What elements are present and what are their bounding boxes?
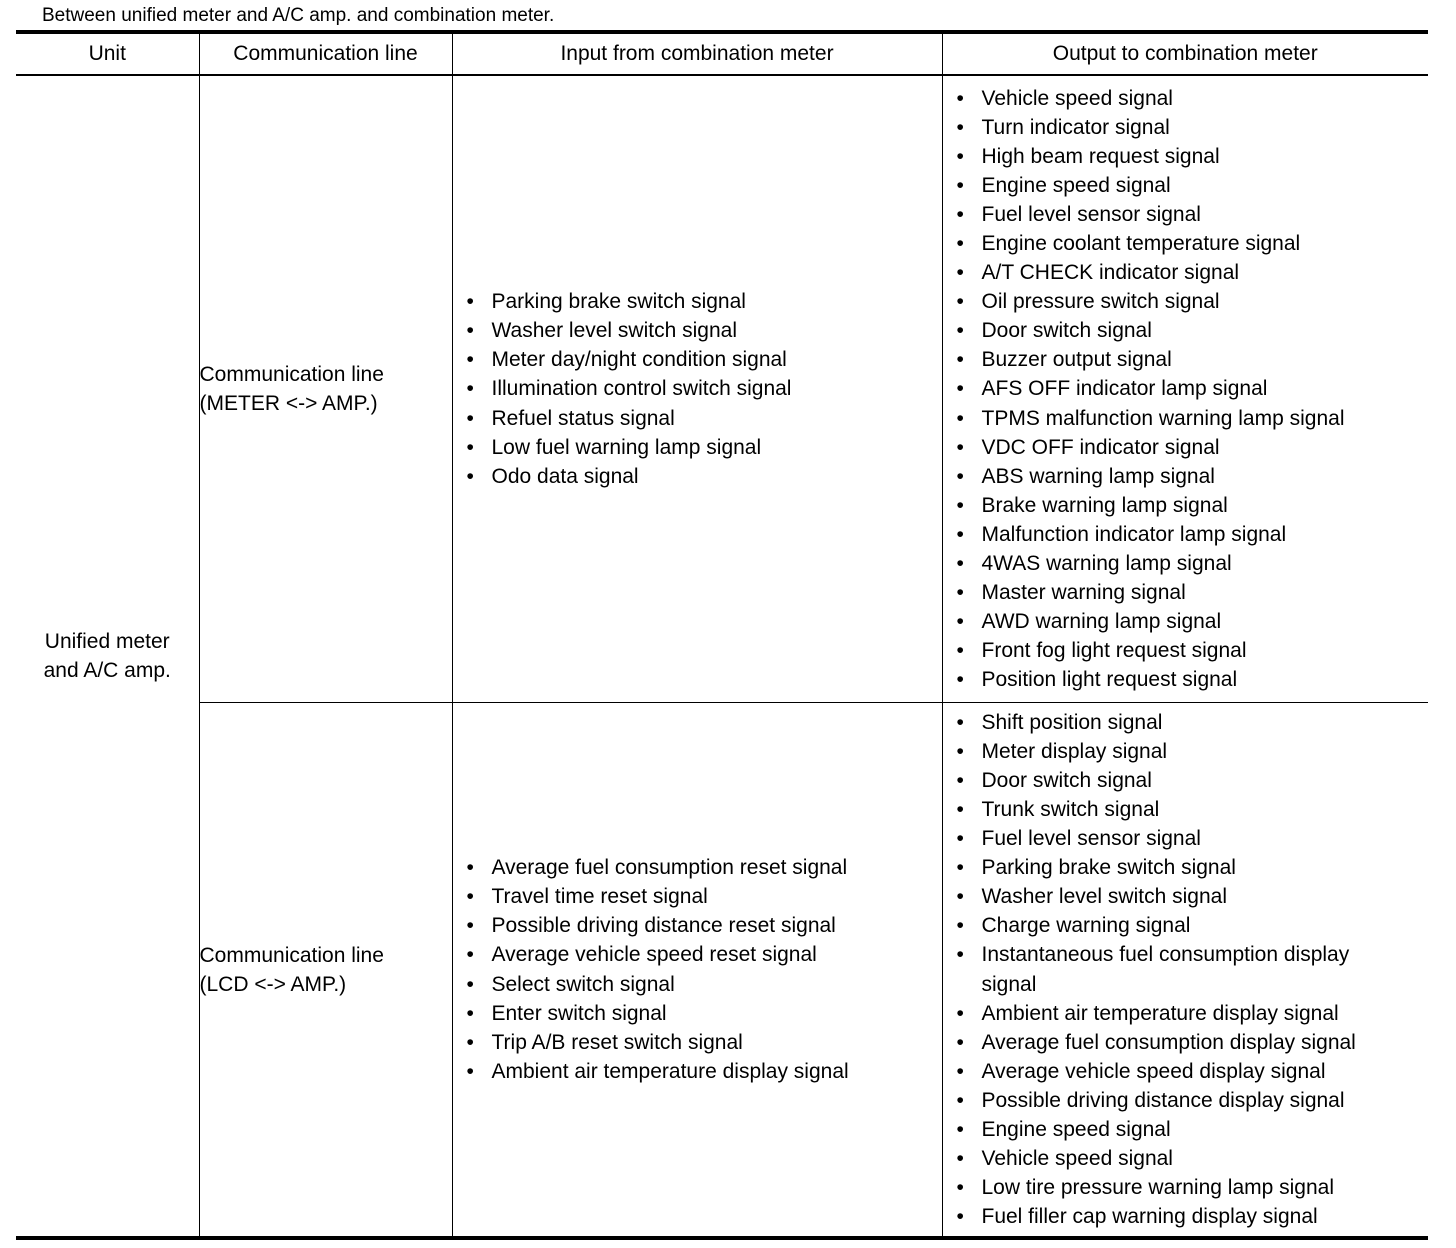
line-name: Communication line <box>199 363 384 386</box>
signal-item: • Engine speed signal <box>943 171 1429 200</box>
signal-item: • Engine speed signal <box>943 1115 1429 1144</box>
input-cell <box>452 75 942 703</box>
unit-cell <box>16 75 199 1238</box>
signal-item: • Average vehicle speed reset signal <box>453 940 942 969</box>
table-row <box>16 75 1428 703</box>
signal-item: • Washer level switch signal <box>943 882 1429 911</box>
signal-item: • Brake warning lamp signal <box>943 491 1429 520</box>
signal-item: • Vehicle speed signal <box>943 1144 1429 1173</box>
signal-item: • Washer level switch signal <box>453 316 942 345</box>
output-signal-list <box>943 708 1429 1232</box>
signal-item: • Enter switch signal <box>453 999 942 1028</box>
signal-item: • Possible driving distance display signal <box>943 1086 1429 1115</box>
signal-item: • Average vehicle speed display signal <box>943 1057 1429 1086</box>
signal-item: • Low fuel warning lamp signal <box>453 433 942 462</box>
signal-item: • Turn indicator signal <box>943 113 1429 142</box>
output-cell <box>942 703 1428 1239</box>
output-cell <box>942 75 1428 703</box>
signal-item: • Shift position signal <box>943 708 1429 737</box>
header-unit: Unit <box>16 32 199 75</box>
signal-item: • Front fog light request signal <box>943 636 1429 665</box>
line-name: Communication line <box>199 943 384 967</box>
signal-item: • Low tire pressure warning lamp signal <box>943 1173 1429 1202</box>
signal-item: • High beam request signal <box>943 142 1429 171</box>
signal-item: • 4WAS warning lamp signal <box>943 549 1429 578</box>
signal-item: • Charge warning signal <box>943 911 1429 940</box>
signal-item: • Fuel level sensor signal <box>943 824 1429 853</box>
line-path: (METER <-> AMP.) <box>199 392 378 415</box>
signal-item: • Malfunction indicator lamp signal <box>943 520 1429 549</box>
signal-item: • Odo data signal <box>453 462 942 491</box>
output-signal-list <box>943 84 1429 695</box>
signal-item: • Possible driving distance reset signal <box>453 911 942 940</box>
header-row <box>16 32 1428 75</box>
signal-item: • Master warning signal <box>943 578 1429 607</box>
input-signal-list <box>453 853 942 1086</box>
signal-item: • Illumination control switch signal <box>453 374 942 403</box>
signal-item: • TPMS malfunction warning lamp signal <box>943 404 1429 433</box>
signal-item: • Door switch signal <box>943 766 1429 795</box>
header-input: Input from combination meter <box>452 32 942 75</box>
table-caption: Between unified meter and A/C amp. and combination meter. <box>42 5 555 26</box>
signal-item: • Ambient air temperature display signal <box>943 999 1429 1028</box>
signal-item: • Parking brake switch signal <box>943 853 1429 882</box>
signal-item: • Buzzer output signal <box>943 345 1429 374</box>
signal-item: • Average fuel consumption display signal <box>943 1028 1429 1057</box>
signal-item: • Refuel status signal <box>453 404 942 433</box>
unit-line-2: and A/C amp. <box>43 659 171 682</box>
signal-item: • VDC OFF indicator signal <box>943 433 1429 462</box>
signal-item: • Fuel level sensor signal <box>943 200 1429 229</box>
signal-item: • AWD warning lamp signal <box>943 607 1429 636</box>
signal-item: • A/T CHECK indicator signal <box>943 258 1429 287</box>
header-communication-line: Communication line <box>199 32 452 75</box>
signal-item: • Average fuel consumption reset signal <box>453 853 942 882</box>
communication-line-cell <box>199 703 452 1239</box>
signal-item: • Instantaneous fuel consumption display signal <box>943 940 1429 998</box>
header-output: Output to combination meter <box>942 32 1428 75</box>
input-cell <box>452 703 942 1239</box>
signal-item: • Ambient air temperature display signal <box>453 1057 942 1086</box>
signal-item: • Trip A/B reset switch signal <box>453 1028 942 1057</box>
line-path: (LCD <-> AMP.) <box>199 972 347 996</box>
table-row <box>16 703 1428 1239</box>
communication-line-cell <box>199 75 452 703</box>
signal-item: • Select switch signal <box>453 970 942 999</box>
signal-item: • Trunk switch signal <box>943 795 1429 824</box>
signal-item: • Engine coolant temperature signal <box>943 229 1429 258</box>
input-signal-list <box>453 287 942 491</box>
unit-line-1: Unified meter <box>44 630 170 653</box>
signal-item: • Door switch signal <box>943 316 1429 345</box>
signal-item: • Fuel filler cap warning display signal <box>943 1202 1429 1231</box>
signal-item: • Travel time reset signal <box>453 882 942 911</box>
communication-signal-table <box>16 30 1428 1240</box>
signal-item: • Vehicle speed signal <box>943 84 1429 113</box>
signal-item: • Parking brake switch signal <box>453 287 942 316</box>
signal-item: • Oil pressure switch signal <box>943 287 1429 316</box>
signal-item: • Meter display signal <box>943 737 1429 766</box>
signal-item: • Meter day/night condition signal <box>453 345 942 374</box>
signal-item: • AFS OFF indicator lamp signal <box>943 374 1429 403</box>
signal-item: • Position light request signal <box>943 665 1429 694</box>
signal-item: • ABS warning lamp signal <box>943 462 1429 491</box>
